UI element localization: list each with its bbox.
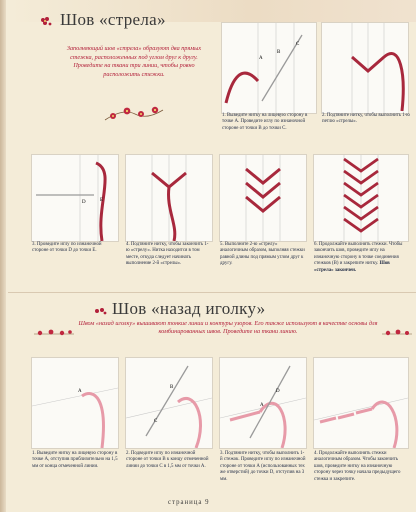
divider xyxy=(8,292,416,293)
svg-text:B: B xyxy=(277,50,281,55)
section2-intro: Швом «назад иголку» вышивают тонкие линии и контуры узоров. Его также используют в качестве основы для комбинированных швов. Проведите на ткани линию. xyxy=(78,320,378,336)
flower-branch-icon xyxy=(34,325,74,335)
step5-photo xyxy=(219,154,307,242)
backstitch-step2-photo xyxy=(125,357,213,449)
backstitch-step2-caption: 2. Подведите иглу по изнаночной стороне от точки В к концу отмеченной линии до точки С в 1,5 мм от точки А. xyxy=(126,451,209,469)
flower-branch-icon xyxy=(382,325,412,335)
svg-text:A: A xyxy=(260,403,264,408)
step5-caption: 5. Выполните 2-ю «стрелу» аналогичным образом, выполняя стежки равной длины под прямым углом друг к другу. xyxy=(220,242,305,267)
flower-ornament-icon xyxy=(92,304,108,316)
step3-caption: 3. Проведите иглу по изнаночной стороне от точки D до точки E. xyxy=(32,242,102,254)
step6-caption-text: 6. Продолжайте выполнять стежки. Чтобы закончить шов, проведите иглу на изнаночную сторону в точке соединения стежков (B) и закрепите нитку. xyxy=(314,242,403,267)
backstitch-step3-caption: 3. Подтяните нитку, чтобы выполнить 1-й стежок. Проведите иглу по изнаночной стороне от точки А (использованных тех же отверстий) до точки D, отступив на 3 мм. xyxy=(220,451,306,482)
flower-branch-icon xyxy=(103,100,165,126)
svg-text:B: B xyxy=(170,385,174,390)
section1-intro: Заполняющий шов «стрела» образуют два прямых стежка, расположенных под углом друг к другу. Проведите на ткани три линии, чтобы ровно расположить стежки. xyxy=(66,45,202,78)
svg-text:E: E xyxy=(100,198,104,203)
step4-photo xyxy=(125,154,213,242)
binding-edge xyxy=(0,0,6,512)
step1-photo xyxy=(221,22,317,114)
step2-photo xyxy=(321,22,409,114)
svg-text:D: D xyxy=(82,200,86,205)
backstitch-step1-photo xyxy=(31,357,119,449)
step3-photo xyxy=(31,154,119,242)
svg-text:C: C xyxy=(154,419,158,424)
step6-caption-bold: Шов «стрела» закончен. xyxy=(314,261,390,273)
step4-caption: 4. Подтяните нитку, чтобы закончить 1-ю «стрелу». Нитка находится в том месте, откуда следует начинать выполнение 2-й «стрелы». xyxy=(126,242,209,267)
section2-title: Шов «назад иголку» xyxy=(112,299,266,318)
svg-text:D: D xyxy=(276,389,280,394)
step6-photo xyxy=(313,154,409,242)
step2-caption: 2. Подтяните нитку, чтобы выполнить 1-ю петлю «стрелы». xyxy=(322,113,410,125)
backstitch-step3-photo xyxy=(219,357,307,449)
backstitch-step4-caption: 4. Продолжайте выполнять стежки аналогичным образом. Чтобы закончить шов, проведите нитку на изнаночную сторону через точку начала предыдущего стежка и закрепите. xyxy=(314,451,401,482)
svg-text:C: C xyxy=(296,42,300,47)
flower-ornament-icon xyxy=(38,15,54,29)
svg-text:A: A xyxy=(259,56,263,61)
svg-text:A: A xyxy=(78,389,82,394)
step1-caption: 1. Выведите нитку на лицевую сторону в точке А. Проведите иглу по изнаночной стороне от точки В до точки С. xyxy=(222,113,308,131)
step6-caption xyxy=(314,242,408,274)
page-number: страница 9 xyxy=(168,499,210,506)
backstitch-step1-caption: 1. Выведите нитку на лицевую сторону в точке А, отступив приблизительно на 1,5 мм от конца отмеченной линии. xyxy=(32,451,118,469)
section1-title: Шов «стрела» xyxy=(60,10,166,29)
backstitch-step4-photo xyxy=(313,357,409,449)
